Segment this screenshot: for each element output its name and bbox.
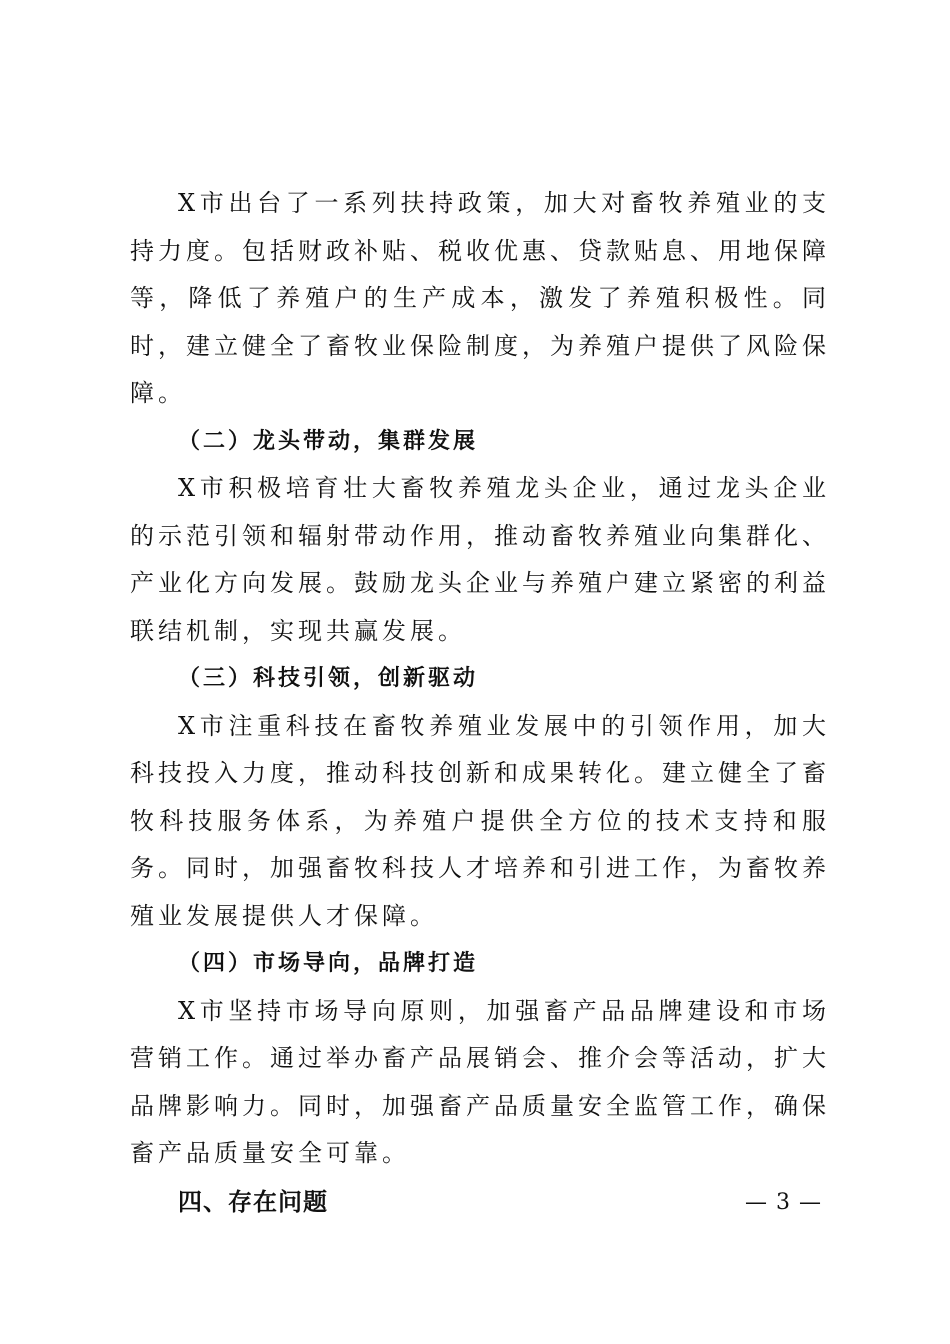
document-body: [130, 180, 830, 1225]
subheading-tech-innovation: （三）科技引领，创新驱动: [178, 665, 479, 691]
subheading-market-branding: （四）市场导向，品牌打造: [178, 950, 479, 976]
paragraph-policy-support: X市出台了一系列扶持政策，加大对畜牧养殖业的支持力度。包括财政补贴、税收优惠、贷款贴息、用地保障等，降低了养殖户的生产成本，激发了养殖积极性。同时，建立健全了畜牧业保险制度，为养殖户提供了风险保障。: [130, 189, 830, 407]
paragraph-market-branding: X市坚持市场导向原则，加强畜产品品牌建设和市场营销工作。通过举办畜产品展销会、推介会等活动，扩大品牌影响力。同时，加强畜产品质量安全监管工作，确保畜产品质量安全可靠。: [130, 996, 830, 1167]
paragraph-leading-enterprises: X市积极培育壮大畜牧养殖龙头企业，通过龙头企业的示范引领和辐射带动作用，推动畜牧养殖业向集群化、产业化方向发展。鼓励龙头企业与养殖户建立紧密的利益联结机制，实现共赢发展。: [130, 474, 830, 645]
paragraph-tech-innovation: X市注重科技在畜牧养殖业发展中的引领作用，加大科技投入力度，推动科技创新和成果转化。建立健全了畜牧科技服务体系，为养殖户提供全方位的技术支持和服务。同时，加强畜牧科技人才培养和引进工作，为畜牧养殖业发展提供人才保障。: [130, 711, 830, 930]
section-heading-existing-problems: 四、存在问题: [178, 1186, 328, 1216]
page-number: — 3 —: [745, 1190, 822, 1215]
subheading-leading-enterprises: （二）龙头带动，集群发展: [178, 427, 479, 454]
